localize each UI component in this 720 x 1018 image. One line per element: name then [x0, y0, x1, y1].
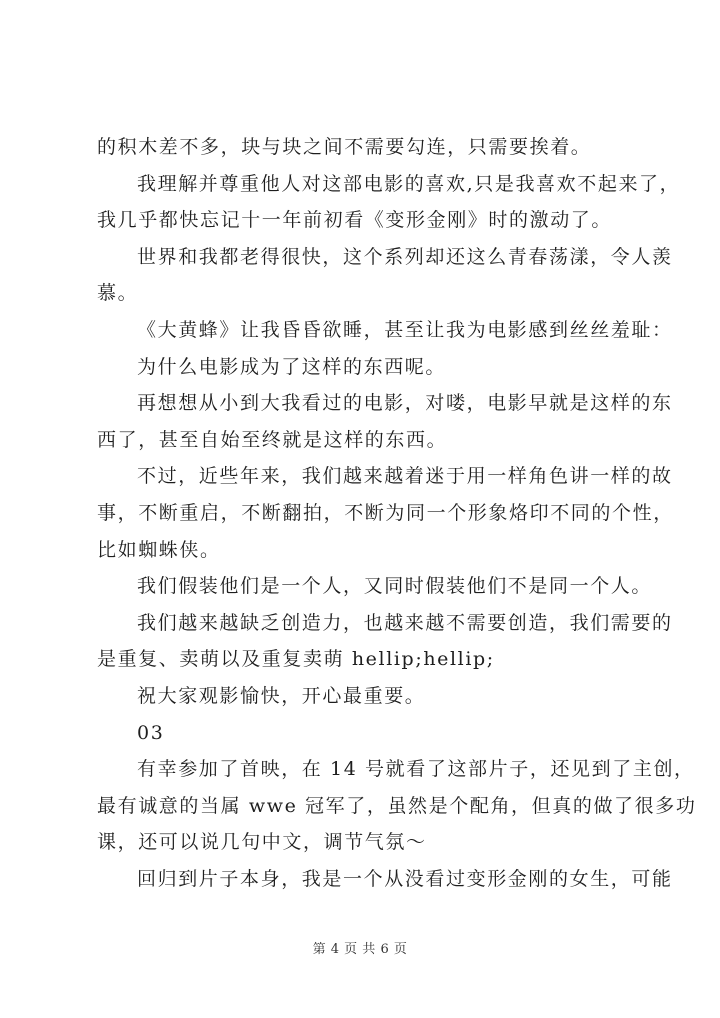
text-line-12: 比如蜘蛛侠。 [97, 538, 221, 561]
text-line-10: 不过，近些年来，我们越来越着迷于用一样角色讲一样的故 [137, 465, 673, 488]
text-line-20: 课，还可以说几句中文，调节气氛～ [97, 831, 427, 854]
text-line-18: 有幸参加了首映，在 14 号就看了这部片子，还见到了主创， [137, 758, 695, 781]
text-line-8: 再想想从小到大我看过的电影，对喽，电影早就是这样的东 [137, 392, 673, 415]
text-line-15: 是重复、卖萌以及重复卖萌 hellip;hellip; [97, 648, 495, 671]
text-line-14: 我们越来越缺乏创造力，也越来越不需要创造，我们需要的 [137, 611, 673, 634]
text-line-16: 祝大家观影愉快，开心最重要。 [137, 684, 426, 707]
text-line-2: 我理解并尊重他人对这部电影的喜欢,只是我喜欢不起来了， [137, 172, 681, 195]
text-line-13: 我们假装他们是一个人，又同时假装他们不是同一个人。 [137, 575, 653, 598]
text-line-11: 事，不断重启，不断翻拍，不断为同一个形象烙印不同的个性， [97, 501, 674, 524]
document-body [97, 129, 697, 897]
section-number: 03 [137, 721, 165, 744]
text-line-5: 慕。 [97, 282, 139, 305]
text-line-3: 我几乎都快忘记十一年前初看《变形金刚》时的激动了。 [97, 209, 613, 232]
text-line-1: 的积木差不多，块与块之间不需要勾连，只需要挨着。 [97, 136, 592, 158]
text-line-19: 最有诚意的当属 wwe 冠军了，虽然是个配角，但真的做了很多功 [97, 794, 697, 817]
text-line-7: 为什么电影成为了这样的东西呢。 [137, 355, 447, 378]
text-line-21: 回归到片子本身，我是一个从没看过变形金刚的女生，可能 [137, 867, 673, 890]
page-number-footer: 第 4 页 共 6 页 [312, 942, 408, 957]
text-line-9: 西了，甚至自始至终就是这样的东西。 [97, 428, 448, 451]
text-line-4: 世界和我都老得很快，这个系列却还这么青春荡漾，令人羡 [137, 245, 673, 268]
text-line-6: 《大黄蜂》让我昏昏欲睡，甚至让我为电影感到丝丝羞耻： [137, 318, 673, 341]
